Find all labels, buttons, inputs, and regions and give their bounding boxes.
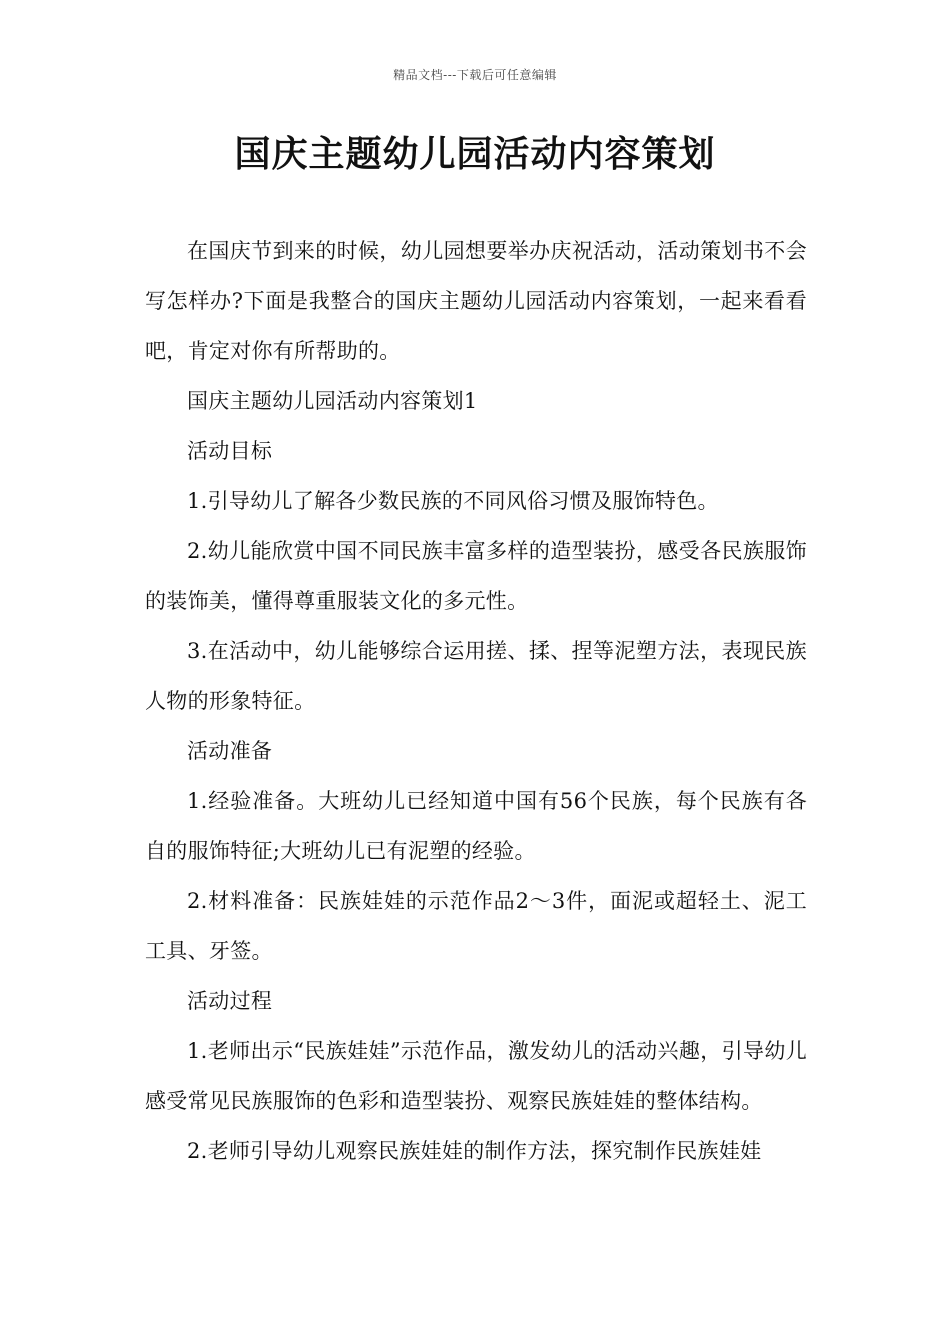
header-note: 精品文档---下载后可任意编辑: [393, 68, 557, 82]
document-body: [145, 226, 807, 1176]
subsection-heading: 活动过程: [187, 989, 273, 1013]
list-item: 3.在活动中，幼儿能够综合运用搓、揉、捏等泥塑方法，表现民族人物的形象特征。: [145, 639, 807, 713]
document-title: 国庆主题幼儿园活动内容策划: [234, 133, 716, 175]
subsection-heading: 活动准备: [187, 739, 273, 763]
list-item: 2.老师引导幼儿观察民族娃娃的制作方法，探究制作民族娃娃: [187, 1139, 762, 1163]
list-item: 1.经验准备。大班幼儿已经知道中国有56个民族，每个民族有各自的服饰特征;大班幼儿已有泥塑的经验。: [145, 789, 807, 863]
list-item: 1.引导幼儿了解各少数民族的不同风俗习惯及服饰特色。: [187, 489, 719, 513]
list-item: 1.老师出示“民族娃娃”示范作品，激发幼儿的活动兴趣，引导幼儿感受常见民族服饰的色彩和造型装扮、观察民族娃娃的整体结构。: [145, 1039, 807, 1113]
list-item: 2.材料准备：民族娃娃的示范作品2～3件，面泥或超轻土、泥工工具、牙签。: [145, 889, 807, 963]
intro-paragraph: 在国庆节到来的时候，幼儿园想要举办庆祝活动，活动策划书不会写怎样办?下面是我整合的国庆主题幼儿园活动内容策划，一起来看看吧，肯定对你有所帮助的。: [145, 239, 807, 363]
section-heading: 国庆主题幼儿园活动内容策划1: [187, 389, 478, 413]
list-item: 2.幼儿能欣赏中国不同民族丰富多样的造型装扮，感受各民族服饰的装饰美，懂得尊重服装文化的多元性。: [145, 539, 807, 613]
subsection-heading: 活动目标: [187, 439, 273, 463]
